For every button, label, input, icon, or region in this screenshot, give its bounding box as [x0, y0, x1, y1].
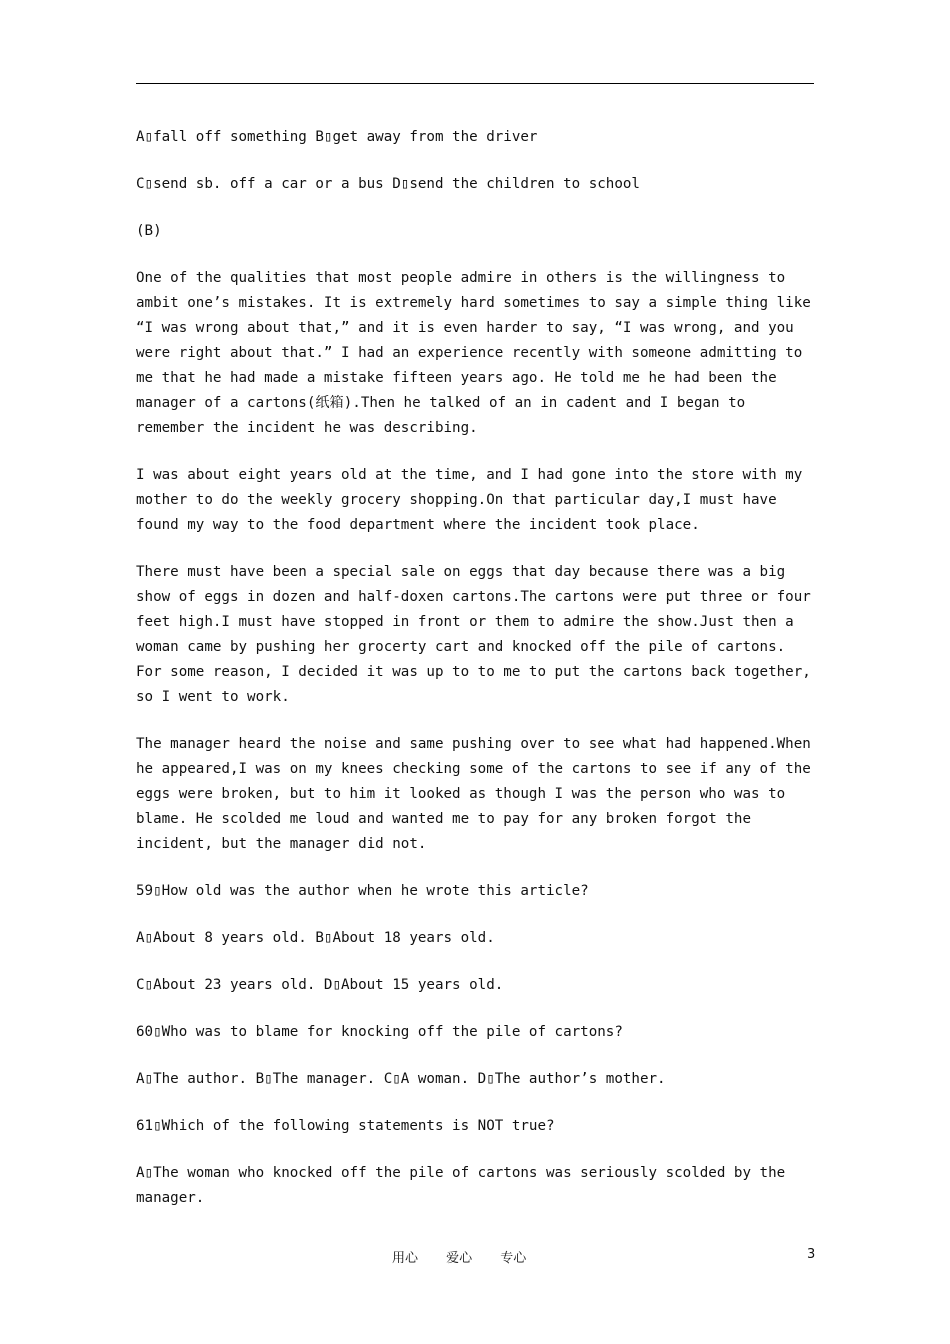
option-line: A▯The author. B▯The manager. C▯A woman. D▯The author’s mother. [136, 1071, 666, 1087]
page-footer [0, 1247, 950, 1267]
question-59: 59▯How old was the author when he wrote this article? [136, 883, 589, 899]
passage-paragraph: I was about eight years old at the time, and I had gone into the store with my mother to do the weekly grocery shopping.On that particular day,I must have found my way to the food department where the incident took place. [136, 467, 811, 533]
page-body [136, 125, 820, 1233]
option-line: C▯send sb. off a car or a bus D▯send the children to school [136, 176, 640, 192]
passage-paragraph: One of the qualities that most people admire in others is the willingness to ambit one’s mistakes. It is extremely hard sometimes to say a simple thing like “I was wrong about that,” and it is even harder to say, “I was wrong, and you were right about that.” I had an experience recently with someone admitting to me that he had made a mistake fifteen years ago. He told me he had been the manager of a cartons(纸箱).Then he talked of an in cadent and I began to remember the incident he was describing. [136, 270, 820, 436]
page-number: 3 [807, 1247, 816, 1262]
option-line: A▯fall off something B▯get away from the driver [136, 129, 538, 145]
header-rule [136, 83, 814, 84]
passage-paragraph: The manager heard the noise and same pushing over to see what had happened.When he appeared,I was on my knees checking some of the cartons to see if any of the eggs were broken, but to him it looked as though I was the person who was to blame. He scolded me loud and wanted me to pay for any broken forgot the incident, but the manager did not. [136, 736, 820, 852]
option-line: A▯About 8 years old. B▯About 18 years old. [136, 930, 495, 946]
option-line: A▯The woman who knocked off the pile of cartons was seriously scolded by the manager. [136, 1165, 794, 1206]
section-label: (B) [136, 223, 162, 239]
footer-motto: 用心 爱心 专心 [392, 1251, 527, 1266]
passage-paragraph: There must have been a special sale on eggs that day because there was a big show of eggs in dozen and half-doxen cartons.The cartons were put three or four feet high.I must have stopped in front or them to admire the show.Just then a woman came by pushing her grocerty cart and knocked off the pile of cartons. For some reason, I decided it was up to to me to put the cartons back together, so I went to work. [136, 564, 820, 705]
option-line: C▯About 23 years old. D▯About 15 years old. [136, 977, 504, 993]
question-61: 61▯Which of the following statements is NOT true? [136, 1118, 555, 1134]
question-60: 60▯Who was to blame for knocking off the pile of cartons? [136, 1024, 623, 1040]
